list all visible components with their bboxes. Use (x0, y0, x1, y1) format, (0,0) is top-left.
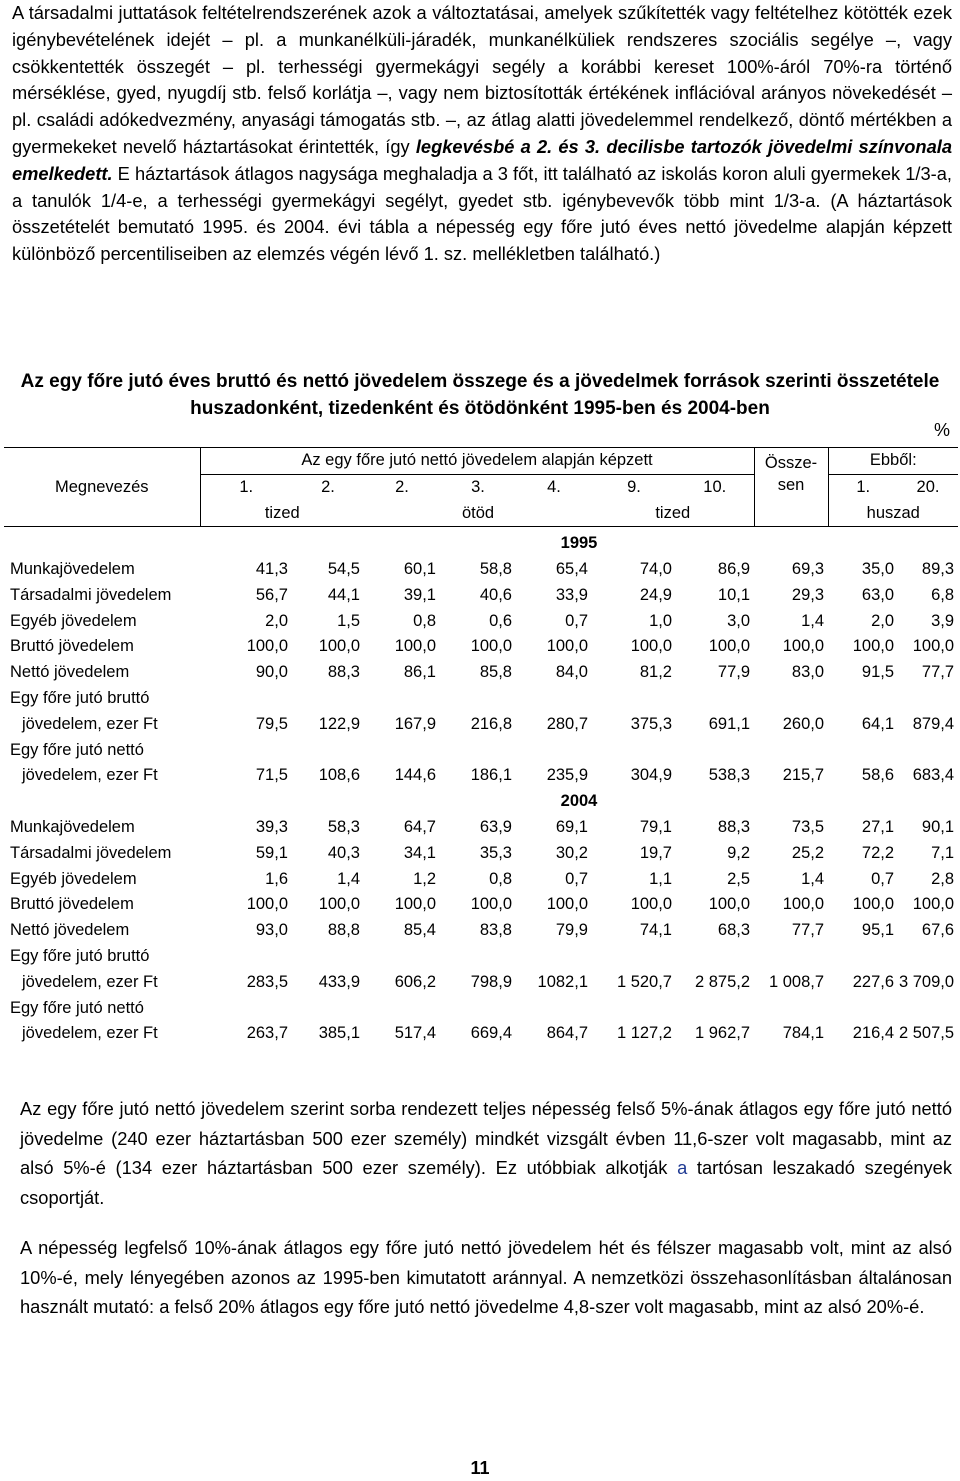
header-col: 1. (200, 474, 292, 500)
table-cell: 24,9 (639, 585, 672, 604)
row-label: jövedelem, ezer Ft (22, 714, 158, 733)
table-cell: 2,8 (931, 869, 955, 888)
table-cell: 72,2 (861, 843, 895, 862)
header-total: Össze-sen (754, 448, 828, 501)
table-cell: 58,3 (327, 817, 360, 836)
table-cell: 85,8 (479, 663, 512, 682)
table-cell: 100,0 (708, 637, 751, 656)
table-cell: 1,4 (801, 869, 825, 888)
intro-emphasis: legkevésbé a 2. és 3. decilisbe tartozók jövedelmi színvonala emelkedett. (12, 135, 952, 184)
table-cell: 65,4 (555, 559, 588, 578)
header-sub-tized2: tized (592, 501, 754, 527)
table-cell: 79,9 (555, 921, 588, 940)
table-cell: 100,0 (546, 895, 588, 914)
table-row (4, 656, 958, 682)
table-cell: 0,7 (871, 869, 895, 888)
table-cell: 100,0 (394, 895, 436, 914)
row-label: Egy főre jutó nettó (10, 998, 144, 1017)
table-cell: 100,0 (782, 637, 825, 656)
table-cell: 100,0 (546, 637, 588, 656)
table-row (4, 579, 958, 605)
header-sub-huszad: huszad (828, 501, 958, 527)
table-cell: 691,1 (708, 714, 751, 733)
table-cell: 263,7 (246, 1024, 288, 1043)
table-cell: 56,7 (255, 585, 288, 604)
table-cell: 2,5 (727, 869, 751, 888)
table-cell: 227,6 (852, 972, 895, 991)
year-heading: 1995 (560, 534, 598, 553)
table-cell: 63,9 (479, 817, 512, 836)
para1-tail: tartósan leszakadó szegények csoportját. (20, 1157, 952, 1208)
table-title: Az egy főre jutó éves bruttó és nettó jövedelem összege és a jövedelmek források szerinti összetétele huszadonként, tizedenként és ötödönként 1995-ben és 2004-ben (20, 371, 940, 419)
para1-text: Az egy főre jutó nettó jövedelem szerint sorba rendezett teljes népesség felső 5%-ának átlagos egy főre jutó nettó jövedelme (240 ezer háztartásban 500 ezer személy) mindkét vizsgált évben 11,6-szer volt magasabb, mint az alsó 5%-é (134 ezer háztartásban 500 ezer személy). Ez utóbbiak alkotják (20, 1098, 952, 1178)
row-label: Társadalmi jövedelem (10, 585, 172, 604)
table-cell: 27,1 (861, 817, 895, 836)
table-cell: 74,1 (639, 921, 672, 940)
table-cell: 77,9 (717, 663, 751, 682)
table-cell: 95,1 (861, 921, 895, 940)
row-label: Egy főre jutó bruttó (10, 946, 150, 965)
table-cell: 216,4 (852, 1024, 895, 1043)
table-row (4, 734, 958, 760)
table-row (4, 631, 958, 657)
table-cell: 59,1 (255, 843, 288, 862)
table-cell: 2 875,2 (694, 972, 751, 991)
table-cell: 879,4 (912, 714, 955, 733)
page-number: 11 (470, 1458, 490, 1478)
table-cell: 60,1 (403, 559, 436, 578)
table-cell: 3,9 (931, 611, 955, 630)
table-row (4, 682, 958, 708)
table-cell: 54,5 (327, 559, 360, 578)
table-cell: 1 127,2 (616, 1024, 672, 1043)
table-cell: 79,5 (255, 714, 288, 733)
table-cell: 39,3 (255, 817, 288, 836)
table-cell: 19,7 (639, 843, 672, 862)
table-cell: 0,7 (565, 611, 588, 630)
row-label: Egyéb jövedelem (10, 611, 137, 630)
header-col: 20. (916, 478, 940, 497)
header-group-main: Az egy főre jutó nettó jövedelem alapján képzett (200, 448, 754, 475)
table-cell: 33,9 (555, 585, 588, 604)
table-cell: 0,6 (489, 611, 512, 630)
table-cell: 683,4 (912, 766, 955, 785)
table-cell: 100,0 (470, 637, 512, 656)
table-row (4, 553, 958, 579)
table-cell: 88,8 (327, 921, 360, 940)
table-cell: 100,0 (630, 895, 672, 914)
table-cell: 2,0 (265, 611, 288, 630)
table-cell: 144,6 (394, 766, 436, 785)
table-row (4, 914, 958, 940)
header-col: 10. (703, 478, 727, 497)
row-label: Nettó jövedelem (10, 663, 130, 682)
table-cell: 40,3 (327, 843, 360, 862)
table-cell: 3,0 (727, 611, 751, 630)
intro-paragraph (12, 0, 952, 268)
para1-blue-word: a (677, 1157, 688, 1178)
table-cell: 1 520,7 (616, 972, 672, 991)
table-cell: 88,3 (717, 817, 751, 836)
table-cell: 40,6 (479, 585, 512, 604)
table-cell: 7,1 (931, 843, 955, 862)
table-cell: 100,0 (852, 637, 895, 656)
table-cell: 669,4 (470, 1024, 512, 1043)
table-cell: 864,7 (546, 1024, 588, 1043)
table-cell: 304,9 (630, 766, 672, 785)
table-cell: 30,2 (555, 843, 588, 862)
table-cell: 69,1 (555, 817, 588, 836)
table-cell: 86,1 (403, 663, 436, 682)
table-row (4, 940, 958, 966)
table-cell: 85,4 (403, 921, 436, 940)
table-cell: 235,9 (546, 766, 588, 785)
table-cell: 74,0 (639, 559, 672, 578)
table-cell: 606,2 (394, 972, 436, 991)
table-cell: 6,8 (931, 585, 955, 604)
table-cell: 1,4 (337, 869, 360, 888)
header-name-col: Megnevezés (54, 477, 149, 496)
table-cell: 1 008,7 (768, 972, 825, 991)
table-cell: 108,6 (318, 766, 360, 785)
table-cell: 215,7 (782, 766, 825, 785)
table-cell: 216,8 (470, 714, 512, 733)
table-cell: 64,7 (403, 817, 436, 836)
table-cell: 79,1 (639, 817, 672, 836)
table-cell: 41,3 (255, 559, 288, 578)
year-row (4, 785, 958, 811)
table-cell: 0,7 (565, 869, 588, 888)
table-cell: 1,0 (649, 611, 672, 630)
table-cell: 90,0 (255, 663, 288, 682)
row-label: Bruttó jövedelem (10, 895, 134, 914)
table-cell: 73,5 (791, 817, 825, 836)
table-cell: 69,3 (791, 559, 825, 578)
unit-label: % (934, 420, 951, 440)
table-cell: 71,5 (255, 766, 288, 785)
header-col: 9. (627, 478, 641, 497)
table-cell: 29,3 (791, 585, 825, 604)
table-cell: 10,1 (717, 585, 751, 604)
table-cell: 84,0 (555, 663, 588, 682)
table-cell: 433,9 (318, 972, 360, 991)
header-sub-tized: tized (200, 501, 364, 527)
table-row (4, 889, 958, 915)
year-heading: 2004 (560, 792, 598, 811)
table-cell: 89,3 (921, 559, 955, 578)
row-label: Munkajövedelem (10, 559, 135, 578)
table-cell: 58,8 (479, 559, 512, 578)
header-of-which: Ebből: (828, 448, 958, 475)
table-cell: 784,1 (782, 1024, 825, 1043)
table-cell: 88,3 (327, 663, 360, 682)
table-cell: 122,9 (318, 714, 360, 733)
table-cell: 375,3 (630, 714, 672, 733)
table-cell: 100,0 (782, 895, 825, 914)
table-cell: 1082,1 (537, 972, 588, 991)
table-cell: 283,5 (246, 972, 288, 991)
table-row (4, 837, 958, 863)
table-cell: 100,0 (246, 637, 288, 656)
table-cell: 0,8 (489, 869, 512, 888)
table-cell: 100,0 (708, 895, 751, 914)
table-row (4, 605, 958, 631)
header-col: 2. (395, 478, 409, 497)
table-row (4, 863, 958, 889)
table-cell: 25,2 (791, 843, 825, 862)
table-row (4, 1018, 958, 1044)
table-cell: 3 709,0 (898, 972, 955, 991)
table-cell: 1,6 (265, 869, 288, 888)
table-cell: 86,9 (717, 559, 751, 578)
row-label: jövedelem, ezer Ft (22, 766, 158, 785)
table-cell: 34,1 (403, 843, 436, 862)
table-cell: 1,4 (801, 611, 825, 630)
paragraph-1 (20, 1094, 952, 1212)
table-cell: 9,2 (727, 843, 751, 862)
table-cell: 100,0 (318, 895, 360, 914)
table-cell: 100,0 (852, 895, 895, 914)
table-cell: 58,6 (861, 766, 895, 785)
table-cell: 44,1 (327, 585, 360, 604)
intro-text-1: A társadalmi juttatások feltételrendszerének azok a változtatásai, amelyek szűkítették vagy feltételhez kötötték ezek igénybevételének idejét – pl. a munkanélküli-járadék, munkanélküliek rendszeres szociális segélye –, vagy csökkentették összegét – pl. terhességi gyermekágyi segély a korábbi kereset 100%-áról 70%-ra történő mérséklése, gyed, nyugdíj stb. felső korlátja –, vagy nem biztosították értékének inflációval arányos növekedését – pl. családi adókedvezmény, anyasági támogatás stb. –, az átlag alatti jövedelemmel rendelkező, döntő mértékben a gyermekeket nevelő háztartásokat érintették, így (12, 2, 952, 157)
table-cell: 167,9 (394, 714, 436, 733)
table-cell: 186,1 (470, 766, 512, 785)
table-cell: 1,2 (413, 869, 436, 888)
table-cell: 68,3 (717, 921, 751, 940)
income-table (4, 447, 958, 1043)
table-row (4, 760, 958, 786)
table-cell: 93,0 (255, 921, 288, 940)
row-label: Egyéb jövedelem (10, 869, 137, 888)
table-cell: 2 507,5 (898, 1024, 955, 1043)
table-cell: 35,3 (479, 843, 512, 862)
table-row (4, 966, 958, 992)
row-label: Egy főre jutó bruttó (10, 688, 150, 707)
table-cell: 100,0 (394, 637, 436, 656)
table-cell: 91,5 (861, 663, 895, 682)
table-cell: 2,0 (871, 611, 895, 630)
table-cell: 100,0 (470, 895, 512, 914)
table-cell: 100,0 (912, 895, 955, 914)
header-col: 1. (828, 474, 898, 500)
table-cell: 35,0 (861, 559, 895, 578)
header-col: 2. (321, 478, 335, 497)
row-label: Munkajövedelem (10, 817, 135, 836)
row-label: Nettó jövedelem (10, 921, 130, 940)
table-cell: 90,1 (921, 817, 955, 836)
table-cell: 798,9 (470, 972, 512, 991)
table-cell: 100,0 (912, 637, 955, 656)
table-row (4, 708, 958, 734)
table-cell: 100,0 (630, 637, 672, 656)
table-cell: 83,0 (791, 663, 825, 682)
table-cell: 77,7 (791, 921, 825, 940)
table-cell: 517,4 (394, 1024, 436, 1043)
table-cell: 100,0 (318, 637, 360, 656)
table-cell: 260,0 (782, 714, 825, 733)
row-label: jövedelem, ezer Ft (22, 1024, 158, 1043)
row-label: jövedelem, ezer Ft (22, 972, 158, 991)
table-cell: 83,8 (479, 921, 512, 940)
table-cell: 280,7 (546, 714, 588, 733)
table-cell: 63,0 (861, 585, 895, 604)
table-cell: 67,6 (921, 921, 955, 940)
row-label: Társadalmi jövedelem (10, 843, 172, 862)
table-cell: 385,1 (318, 1024, 360, 1043)
table-cell: 64,1 (861, 714, 895, 733)
table-cell: 1,5 (337, 611, 360, 630)
table-cell: 1 962,7 (694, 1024, 751, 1043)
table-row (4, 811, 958, 837)
table-row (4, 992, 958, 1018)
header-sub-otod: ötöd (364, 501, 592, 527)
paragraph-2: A népesség legfelső 10%-ának átlagos egy főre jutó nettó jövedelem hét és félszer magasabb volt, mint az alsó 10%-é, mely lényegében azonos az 1995-ben kimutatott aránnyal. A nemzetközi összehasonlításban általánosan használt mutató: a felső 20% átlagos egy főre jutó nettó jövedelme 4,8-szer volt magasabb, mint az alsó 20%-é. (20, 1237, 952, 1317)
year-row (4, 527, 958, 553)
table-cell: 100,0 (246, 895, 288, 914)
header-col: 3. (471, 478, 485, 497)
table-cell: 538,3 (708, 766, 751, 785)
intro-text-3: E háztartások átlagos nagysága meghaladja a 3 főt, itt található az iskolás koron aluli gyermekek 1/3-a, a tanulók 1/4-e, a terhességi gyermekágyi segélyt, gyedet stb. igénybevevők több mint 1/3-a. (A háztartások összetételét bemutató 1995. és 2004. évi tábla a népesség egy főre jutó éves nettó jövedelme alapján képzett különböző percentiliseiben az elemzés végén lévő 1. sz. mellékletben található.) (12, 162, 952, 265)
row-label: Egy főre jutó nettó (10, 740, 144, 759)
table-cell: 1,1 (649, 869, 672, 888)
table-cell: 39,1 (403, 585, 436, 604)
row-label: Bruttó jövedelem (10, 637, 134, 656)
table-cell: 81,2 (639, 663, 672, 682)
table-cell: 77,7 (921, 663, 955, 682)
header-col: 4. (547, 478, 561, 497)
table-cell: 0,8 (413, 611, 436, 630)
